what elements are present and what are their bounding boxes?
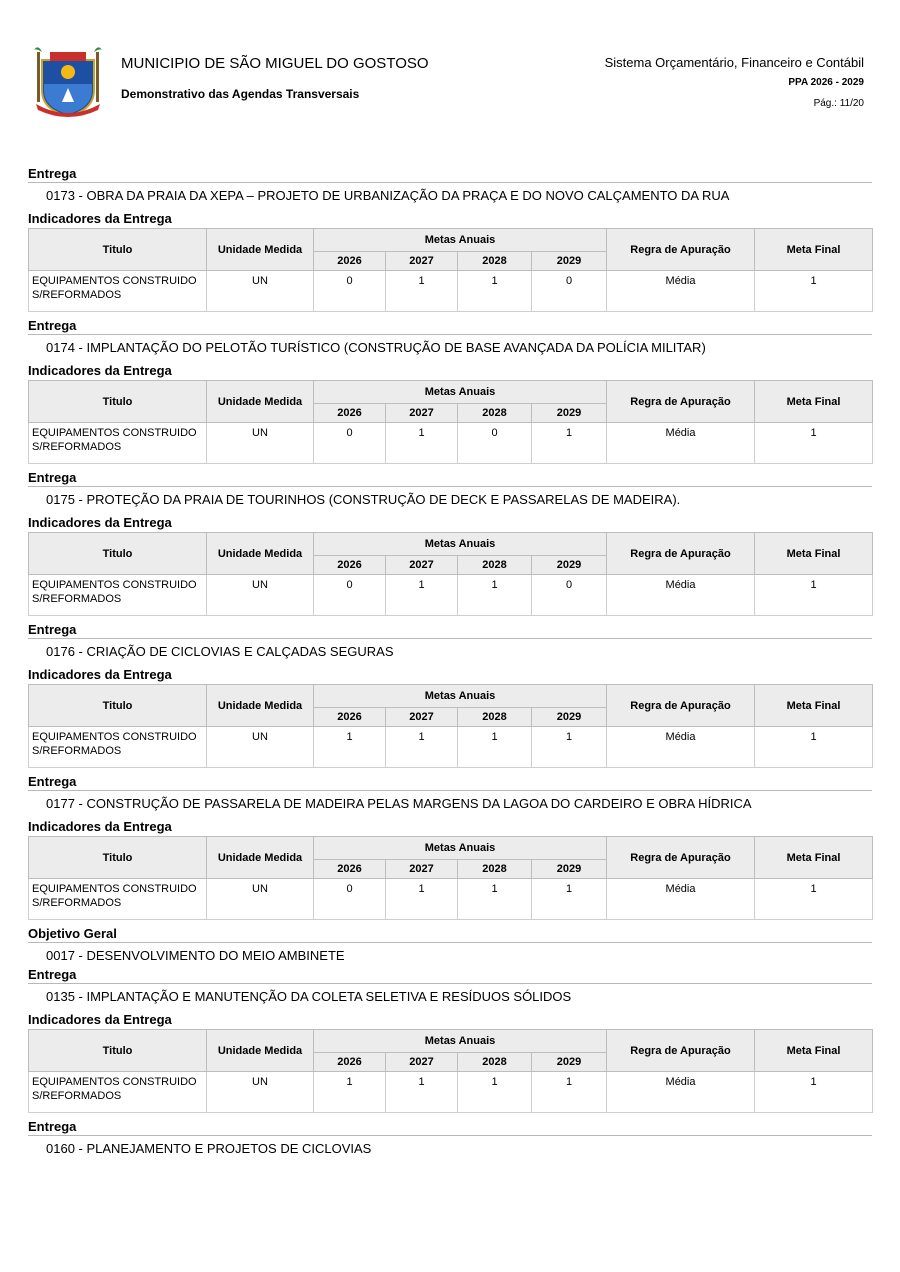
col-header-metas-anuais: Metas Anuais (314, 229, 607, 252)
indicators-label: Indicadores da Entrega (28, 515, 172, 530)
col-header-metas-anuais: Metas Anuais (314, 685, 607, 708)
col-header-meta-final: Meta Final (755, 229, 873, 271)
col-header-meta-final: Meta Final (755, 533, 873, 575)
col-header-unidade: Unidade Medida (207, 1030, 314, 1072)
col-header-year-2027: 2027 (386, 556, 458, 575)
cell-unidade: UN (207, 727, 314, 768)
entrega-label: Entrega (28, 774, 77, 789)
cell-titulo: EQUIPAMENTOS CONSTRUIDOS/REFORMADOS (29, 1072, 207, 1113)
table-row (29, 1072, 873, 1113)
cell-meta-final: 1 (755, 879, 873, 920)
cell-2027: 1 (386, 727, 458, 768)
cell-unidade: UN (207, 1072, 314, 1113)
entrega-label: Entrega (28, 1119, 77, 1134)
cell-meta-final: 1 (755, 271, 873, 312)
col-header-year-2028: 2028 (458, 1053, 532, 1072)
cell-2027: 1 (386, 879, 458, 920)
col-header-metas-anuais: Metas Anuais (314, 1030, 607, 1053)
col-header-year-2026: 2026 (314, 556, 386, 575)
indicators-table (28, 380, 873, 464)
cell-regra: Média (607, 575, 755, 616)
col-header-year-2027: 2027 (386, 252, 458, 271)
col-header-year-2028: 2028 (458, 860, 532, 879)
cell-2026: 0 (314, 575, 386, 616)
entrega-label: Entrega (28, 967, 77, 982)
cell-titulo: EQUIPAMENTOS CONSTRUIDOS/REFORMADOS (29, 423, 207, 464)
table-row (29, 727, 873, 768)
report-title: Demonstrativo das Agendas Transversais (121, 87, 360, 101)
table-row (29, 575, 873, 616)
cell-2027: 1 (386, 575, 458, 616)
indicators-label: Indicadores da Entrega (28, 667, 172, 682)
col-header-meta-final: Meta Final (755, 837, 873, 879)
objetivo-label: Objetivo Geral (28, 926, 117, 941)
col-header-metas-anuais: Metas Anuais (314, 837, 607, 860)
indicators-table (28, 532, 873, 616)
municipality-name: MUNICIPIO DE SÃO MIGUEL DO GOSTOSO (121, 55, 429, 72)
cell-2029: 1 (532, 423, 607, 464)
cell-unidade: UN (207, 423, 314, 464)
col-header-titulo: Titulo (29, 229, 207, 271)
col-header-metas-anuais: Metas Anuais (314, 533, 607, 556)
entrega-title: 0173 - OBRA DA PRAIA DA XEPA – PROJETO DE URBANIZAÇÃO DA PRAÇA E DO NOVO CALÇAMENTO DA RUA (46, 188, 730, 203)
col-header-year-2029: 2029 (532, 556, 607, 575)
cell-2026: 1 (314, 727, 386, 768)
cell-unidade: UN (207, 575, 314, 616)
cell-titulo: EQUIPAMENTOS CONSTRUIDOS/REFORMADOS (29, 727, 207, 768)
cell-2027: 1 (386, 271, 458, 312)
report-content (28, 166, 872, 1160)
entrega-label: Entrega (28, 318, 77, 333)
col-header-year-2027: 2027 (386, 708, 458, 727)
cell-regra: Média (607, 1072, 755, 1113)
entrega-title: 0160 - PLANEJAMENTO E PROJETOS DE CICLOVIAS (46, 1141, 372, 1156)
cell-2029: 0 (532, 575, 607, 616)
entrega-title: 0176 - CRIAÇÃO DE CICLOVIAS E CALÇADAS SEGURAS (46, 644, 394, 659)
indicators-label: Indicadores da Entrega (28, 363, 172, 378)
cell-2029: 1 (532, 1072, 607, 1113)
cell-meta-final: 1 (755, 575, 873, 616)
cell-titulo: EQUIPAMENTOS CONSTRUIDOS/REFORMADOS (29, 575, 207, 616)
col-header-titulo: Titulo (29, 381, 207, 423)
entrega-title: 0174 - IMPLANTAÇÃO DO PELOTÃO TURÍSTICO (CONSTRUÇÃO DE BASE AVANÇADA DA POLÍCIA MILITAR) (46, 340, 706, 355)
entrega-label: Entrega (28, 166, 77, 181)
cell-2028: 1 (458, 727, 532, 768)
col-header-metas-anuais: Metas Anuais (314, 381, 607, 404)
cell-2028: 1 (458, 879, 532, 920)
cell-regra: Média (607, 727, 755, 768)
col-header-meta-final: Meta Final (755, 685, 873, 727)
cell-2027: 1 (386, 423, 458, 464)
indicators-label: Indicadores da Entrega (28, 1012, 172, 1027)
col-header-year-2028: 2028 (458, 708, 532, 727)
cell-2026: 0 (314, 271, 386, 312)
cell-meta-final: 1 (755, 727, 873, 768)
cell-regra: Média (607, 879, 755, 920)
col-header-year-2029: 2029 (532, 708, 607, 727)
col-header-year-2028: 2028 (458, 252, 532, 271)
entrega-label: Entrega (28, 622, 77, 637)
col-header-regra: Regra de Apuração (607, 837, 755, 879)
indicators-label: Indicadores da Entrega (28, 819, 172, 834)
col-header-year-2026: 2026 (314, 708, 386, 727)
col-header-year-2026: 2026 (314, 252, 386, 271)
indicators-table (28, 228, 873, 312)
cell-2026: 0 (314, 879, 386, 920)
table-row (29, 271, 873, 312)
indicators-label: Indicadores da Entrega (28, 211, 172, 226)
cell-unidade: UN (207, 879, 314, 920)
col-header-year-2028: 2028 (458, 556, 532, 575)
col-header-year-2029: 2029 (532, 1053, 607, 1072)
entrega-title: 0175 - PROTEÇÃO DA PRAIA DE TOURINHOS (CONSTRUÇÃO DE DECK E PASSARELAS DE MADEIRA). (46, 492, 681, 507)
municipal-coat-of-arms-icon (28, 42, 108, 118)
cell-regra: Média (607, 423, 755, 464)
col-header-year-2028: 2028 (458, 404, 532, 423)
col-header-unidade: Unidade Medida (207, 533, 314, 575)
col-header-titulo: Titulo (29, 837, 207, 879)
entrega-label: Entrega (28, 470, 77, 485)
col-header-year-2029: 2029 (532, 860, 607, 879)
cell-regra: Média (607, 271, 755, 312)
cell-2028: 1 (458, 271, 532, 312)
report-header (0, 0, 900, 130)
col-header-unidade: Unidade Medida (207, 229, 314, 271)
col-header-meta-final: Meta Final (755, 1030, 873, 1072)
col-header-titulo: Titulo (29, 1030, 207, 1072)
col-header-titulo: Titulo (29, 533, 207, 575)
col-header-regra: Regra de Apuração (607, 533, 755, 575)
col-header-regra: Regra de Apuração (607, 685, 755, 727)
objetivo-title: 0017 - DESENVOLVIMENTO DO MEIO AMBINETE (46, 948, 345, 963)
cell-titulo: EQUIPAMENTOS CONSTRUIDOS/REFORMADOS (29, 271, 207, 312)
col-header-year-2026: 2026 (314, 1053, 386, 1072)
cell-2029: 1 (532, 727, 607, 768)
cell-2027: 1 (386, 1072, 458, 1113)
cell-2029: 1 (532, 879, 607, 920)
col-header-regra: Regra de Apuração (607, 229, 755, 271)
col-header-unidade: Unidade Medida (207, 837, 314, 879)
entrega-title: 0135 - IMPLANTAÇÃO E MANUTENÇÃO DA COLETA SELETIVA E RESÍDUOS SÓLIDOS (46, 989, 572, 1004)
col-header-year-2026: 2026 (314, 404, 386, 423)
col-header-year-2029: 2029 (532, 252, 607, 271)
col-header-meta-final: Meta Final (755, 381, 873, 423)
cell-2029: 0 (532, 271, 607, 312)
col-header-year-2027: 2027 (386, 860, 458, 879)
col-header-regra: Regra de Apuração (607, 381, 755, 423)
col-header-unidade: Unidade Medida (207, 381, 314, 423)
ppa-period: PPA 2026 - 2029 (788, 77, 864, 88)
col-header-year-2027: 2027 (386, 404, 458, 423)
indicators-table (28, 684, 873, 768)
table-row (29, 879, 873, 920)
indicators-table (28, 836, 873, 920)
cell-2028: 1 (458, 1072, 532, 1113)
cell-meta-final: 1 (755, 423, 873, 464)
entrega-title: 0177 - CONSTRUÇÃO DE PASSARELA DE MADEIRA PELAS MARGENS DA LAGOA DO CARDEIRO E OBRA HÍDRICA (46, 796, 752, 811)
col-header-titulo: Titulo (29, 685, 207, 727)
table-row (29, 423, 873, 464)
col-header-year-2029: 2029 (532, 404, 607, 423)
cell-titulo: EQUIPAMENTOS CONSTRUIDOS/REFORMADOS (29, 879, 207, 920)
col-header-regra: Regra de Apuração (607, 1030, 755, 1072)
col-header-year-2027: 2027 (386, 1053, 458, 1072)
page-number: Pág.: 11/20 (813, 98, 864, 109)
cell-meta-final: 1 (755, 1072, 873, 1113)
col-header-year-2026: 2026 (314, 860, 386, 879)
system-name: Sistema Orçamentário, Financeiro e Contábil (604, 55, 864, 70)
cell-2028: 1 (458, 575, 532, 616)
cell-2026: 1 (314, 1072, 386, 1113)
indicators-table (28, 1029, 873, 1113)
cell-unidade: UN (207, 271, 314, 312)
col-header-unidade: Unidade Medida (207, 685, 314, 727)
cell-2026: 0 (314, 423, 386, 464)
cell-2028: 0 (458, 423, 532, 464)
